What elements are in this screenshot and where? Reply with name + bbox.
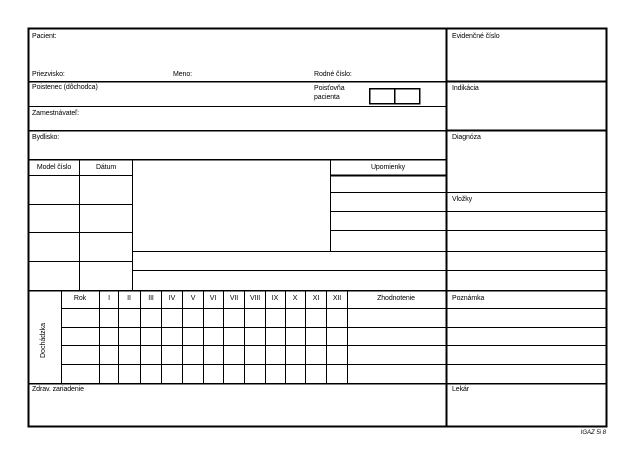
note-label: Poznámka [452, 295, 485, 302]
month-header: V [190, 295, 196, 302]
attendance-label: Dochádzka [40, 322, 47, 358]
month-header: VI [209, 295, 217, 302]
doctor-label: Lekár [452, 386, 470, 393]
month-header: I [108, 295, 110, 302]
date-label: Dátum [95, 164, 117, 171]
surname-label: Priezvisko: [32, 71, 65, 78]
month-header: X [292, 295, 298, 302]
month-header: IX [271, 295, 279, 302]
month-header: VIII [249, 295, 261, 302]
reminders-label: Upomienky [370, 164, 406, 171]
month-header: III [148, 295, 154, 302]
form-code: IGAZ 5i 8 [580, 430, 606, 436]
patient-label: Pacient: [32, 33, 57, 40]
model-number-label: Model číslo [36, 164, 72, 171]
birth-number-label: Rodné číslo: [314, 71, 352, 78]
name-label: Meno: [173, 71, 192, 78]
evaluation-label: Zhodnotenie [377, 295, 415, 302]
insurance-label-line2: pacienta [314, 94, 340, 101]
insured-label: Poistenec (dôchodca) [32, 84, 98, 91]
inserts-label: Vložky [452, 196, 473, 203]
year-label: Rok [73, 295, 87, 302]
facility-label: Zdrav. zariadenie [32, 386, 84, 393]
month-header: XII [332, 295, 342, 302]
diagnosis-label: Diagnóza [452, 134, 481, 141]
insurance-label-line1: Poisťovňa [314, 85, 345, 92]
indication-label: Indikácia [452, 85, 479, 92]
record-number-label: Evidenčné číslo [452, 33, 500, 40]
month-header: II [127, 295, 131, 302]
employer-label: Zamestnávateľ: [32, 110, 79, 117]
month-header: XI [312, 295, 320, 302]
address-label: Bydlisko: [32, 134, 60, 141]
month-header: IV [168, 295, 176, 302]
month-header: VII [229, 295, 239, 302]
